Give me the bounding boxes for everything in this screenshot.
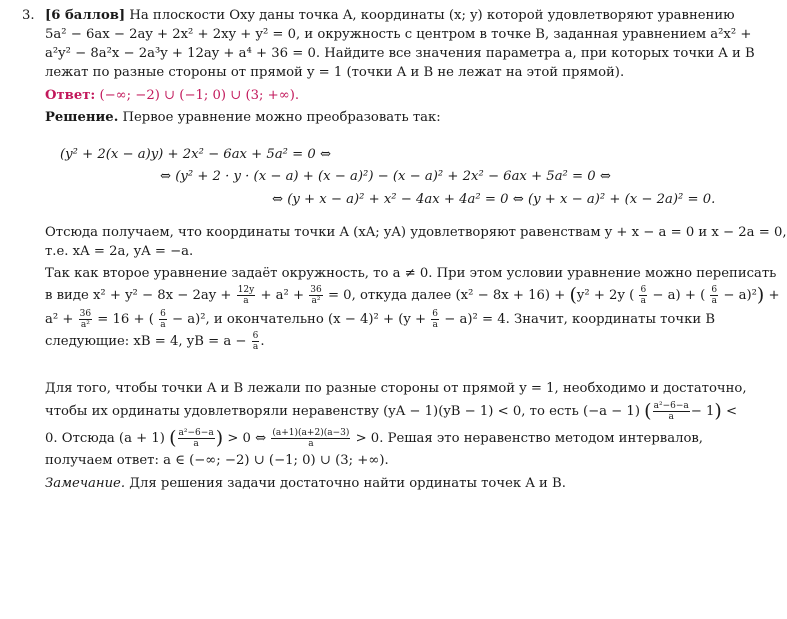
para-3-line-1: Для того, чтобы точки A и B лежали по разные стороны от прямой y = 1, необходимо и достаточно, xyxy=(45,381,747,396)
fraction-6-over-a-4: $\frac{6}{a}$ xyxy=(432,309,439,330)
problem-line-2: 5a² − 6ax − 2ay + 2x² + 2xy + y² = 0, и окружность с центром в точке B, заданная уравнением a²x² + xyxy=(45,27,752,42)
fraction-36-over-a2: $\frac{36}{\text{a²}}$ xyxy=(310,285,322,306)
p3-2b: − 1 xyxy=(690,404,715,419)
p2-4a: следующие: xB = 4, yB = a − xyxy=(45,334,247,349)
remark-label: Замечание. xyxy=(45,476,126,491)
para-1-line-1: Отсюда получаем, что координаты точки A (xA; yA) удовлетворяют равенствам y + x − a = 0 и x − 2a = 0, xyxy=(45,225,787,240)
para-3-line-2: чтобы их ординаты удовлетворяли неравенству (yA − 1)(yB − 1) < 0, то есть (−a − 1) ( $\frac{\text{a²−6−a}}{a}$ − 1) < xyxy=(45,400,738,422)
p2-3d: − a)² = 4. Значит, координаты точки B xyxy=(444,312,716,327)
para-1-line-2: т.е. xA = 2a, yA = −a. xyxy=(45,244,194,259)
fraction-product-over-a: $\frac{(a+1)(a+2)(a-3)}{a}$ xyxy=(272,428,350,449)
answer-line xyxy=(45,86,299,105)
para-2-line-1: Так как второе уравнение задаёт окружность, то a ≠ 0. При этом условии уравнение можно переписать xyxy=(45,266,777,281)
p2-2g: + xyxy=(768,288,780,303)
p3-3a: 0. Отсюда (a + 1) xyxy=(45,431,165,446)
p2-2d: y² + 2y ( xyxy=(576,288,635,303)
equation-2: ⇔ (y² + 2 · y · (x − a) + (x − a)²) − (x − a)² + 2x² − 6ax + 5a² = 0 ⇔ xyxy=(160,169,611,184)
problem-line-3: a²y² − 8a²x − 2a³y + 12ay + a⁴ + 36 = 0. Найдите все значения параметра a, при которых точки A и B xyxy=(45,46,755,61)
fraction-6-over-a-1: $\frac{6}{a}$ xyxy=(640,285,647,306)
p2-3c: − a)², и окончательно (x − 4)² + (y + xyxy=(172,312,427,327)
answer-label: Ответ: xyxy=(45,88,96,103)
para-2-line-4 xyxy=(45,331,265,352)
fraction-6-over-a-3: $\frac{6}{a}$ xyxy=(160,309,166,330)
problem-line-4: лежат по разные стороны от прямой y = 1 (точки A и B не лежат на этой прямой). xyxy=(45,65,625,80)
answer-value: (−∞; −2) ∪ (−1; 0) ∪ (3; +∞). xyxy=(99,88,300,103)
para-2-line-2: в виде x² + y² − 8x − 2ay + $\frac{12y}{a}$ + a² + $\frac{36}{\text{a²}}$ = 0, откуда далее (x² − 8x + 16) + (y² + 2y ( $\frac{6}{a}$ − a) + ( $\frac{6}{a}$ − a)²) + xyxy=(45,284,780,306)
problem-number: 3. xyxy=(22,8,35,23)
problem-points: [6 баллов] xyxy=(45,8,126,23)
p2-2b: + a² + xyxy=(260,288,305,303)
para-3-line-3: 0. Отсюда (a + 1) ( $\frac{\text{a²−6−a}}{a}$ ) > 0 ⇔ $\frac{(a+1)(a+2)(a-3)}{a}$ > 0. Решая это неравенство методом интервалов, xyxy=(45,427,704,449)
problem-line-1 xyxy=(45,6,735,25)
solution-label: Решение. xyxy=(45,110,119,125)
p2-3b: = 16 + ( xyxy=(97,312,154,327)
equation-1: (y² + 2(x − a)y) + 2x² − 6ax + 5a² = 0 ⇔ xyxy=(60,147,332,162)
p2-2c: = 0, откуда далее (x² − 8x + 16) + xyxy=(327,288,566,303)
p3-3b: > 0 ⇔ xyxy=(227,431,267,446)
problem-text-1: На плоскости Oxy даны точка A, координаты (x; y) которой удовлетворяют уравнению xyxy=(129,8,735,23)
solution-intro-line xyxy=(45,108,441,127)
equation-3: ⇔ (y + x − a)² + x² − 4ax + 4a² = 0 ⇔ (y + x − a)² + (x − 2a)² = 0. xyxy=(272,192,716,207)
p2-3a: a² + xyxy=(45,312,74,327)
fraction-6-over-a-2: $\frac{6}{a}$ xyxy=(711,285,718,306)
remark-text: Для решения задачи достаточно найти ординаты точек A и B. xyxy=(129,476,566,491)
fraction-6-over-a-5: $\frac{6}{a}$ xyxy=(252,331,259,352)
p3-2a: чтобы их ординаты удовлетворяли неравенству (yA − 1)(yB − 1) < 0, то есть (−a − 1) xyxy=(45,404,640,419)
fraction-a2-6-a-over-a-2: $\frac{\text{a²−6−a}}{a}$ xyxy=(178,428,214,449)
p2-4b: . xyxy=(260,334,265,349)
p2-2f: − a)² xyxy=(723,288,757,303)
p2-2a: в виде x² + y² − 8x − 2ay + xyxy=(45,288,232,303)
p2-2e: − a) + ( xyxy=(652,288,706,303)
para-2-line-3 xyxy=(45,309,715,330)
para-3-line-4: получаем ответ: a ∈ (−∞; −2) ∪ (−1; 0) ∪ (3; +∞). xyxy=(45,453,389,468)
p3-2c: < xyxy=(726,404,738,419)
remark-line xyxy=(45,474,566,493)
fraction-a2-6-a-over-a: $\frac{\text{a²−6−a}}{a}$ xyxy=(653,401,689,422)
solution-intro: Первое уравнение можно преобразовать так: xyxy=(122,110,441,125)
fraction-36-over-a2-2: $\frac{36}{\text{a²}}$ xyxy=(79,309,92,330)
p3-3c: > 0. Решая это неравенство методом интервалов, xyxy=(355,431,704,446)
fraction-12y-over-a: $\frac{12y}{a}$ xyxy=(237,285,255,306)
